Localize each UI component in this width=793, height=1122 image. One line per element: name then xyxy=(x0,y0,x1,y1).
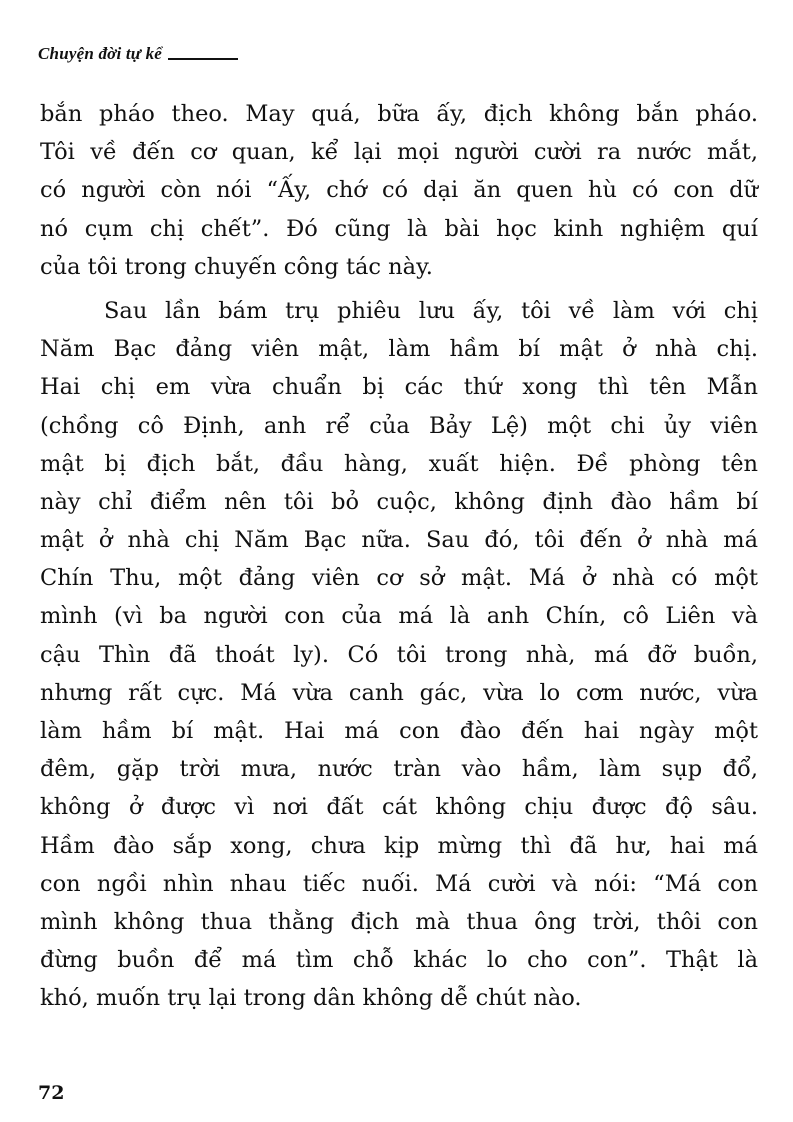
text-line: này chỉ điểm nên tôi bỏ cuộc, không định đào hầm bí xyxy=(40,488,758,515)
text-line: Hầm đào sắp xong, chưa kịp mừng thì đã hư, hai má xyxy=(40,832,758,859)
text-line: Tôi về đến cơ quan, kể lại mọi người cười ra nước mắt, xyxy=(40,139,758,166)
text-line: bắn pháo theo. May quá, bữa ấy, địch không bắn pháo. xyxy=(40,101,758,127)
text-line: nhưng rất cực. Má vừa canh gác, vừa lo cơm nước, vừa xyxy=(40,679,758,706)
running-title: Chuyện đời tự kể xyxy=(38,44,163,63)
text-line: khó, muốn trụ lại trong dân không dễ chút nào. xyxy=(40,985,582,1012)
text-line: Chín Thu, một đảng viên cơ sở mật. Má ở nhà có một xyxy=(40,565,758,592)
header-rule xyxy=(168,58,238,60)
text-line: không ở được vì nơi đất cát không chịu được độ sâu. xyxy=(40,794,758,821)
running-header xyxy=(38,44,238,64)
text-line: làm hầm bí mật. Hai má con đào đến hai ngày một xyxy=(40,718,758,744)
text-line: cậu Thìn đã thoát ly). Có tôi trong nhà, má đỡ buồn, xyxy=(40,641,758,668)
text-line: mật ở nhà chị Năm Bạc nữa. Sau đó, tôi đến ở nhà má xyxy=(40,527,758,554)
page-number: 72 xyxy=(38,1082,65,1104)
text-line: Năm Bạc đảng viên mật, làm hầm bí mật ở nhà chị. xyxy=(40,336,758,363)
text-line: của tôi trong chuyến công tác này. xyxy=(40,253,433,280)
text-line: (chồng cô Định, anh rể của Bảy Lệ) một chi ủy viên xyxy=(40,412,758,439)
paragraph-2 xyxy=(40,292,758,1018)
text-line: mình (vì ba người con của má là anh Chín, cô Liên và xyxy=(40,603,758,630)
paragraph-1 xyxy=(40,95,758,286)
text-line: Hai chị em vừa chuẩn bị các thứ xong thì tên Mẫn xyxy=(40,374,758,401)
text-line: mình không thua thằng địch mà thua ông trời, thôi con xyxy=(40,908,758,935)
text-line: Sau lần bám trụ phiêu lưu ấy, tôi về làm với chị xyxy=(104,297,758,324)
text-line: đêm, gặp trời mưa, nước tràn vào hầm, làm sụp đổ, xyxy=(40,756,758,783)
text-line: đừng buồn để má tìm chỗ khác lo cho con”. Thật là xyxy=(40,947,758,974)
text-line: nó cụm chị chết”. Đó cũng là bài học kinh nghiệm quí xyxy=(40,215,758,242)
text-line: con ngồi nhìn nhau tiếc nuối. Má cười và nói: “Má con xyxy=(40,870,758,897)
text-line: có người còn nói “Ấy, chớ có dại ăn quen hù có con dữ xyxy=(40,177,758,204)
text-line: mật bị địch bắt, đầu hàng, xuất hiện. Đề phòng tên xyxy=(40,450,758,477)
body-text xyxy=(40,95,758,1018)
